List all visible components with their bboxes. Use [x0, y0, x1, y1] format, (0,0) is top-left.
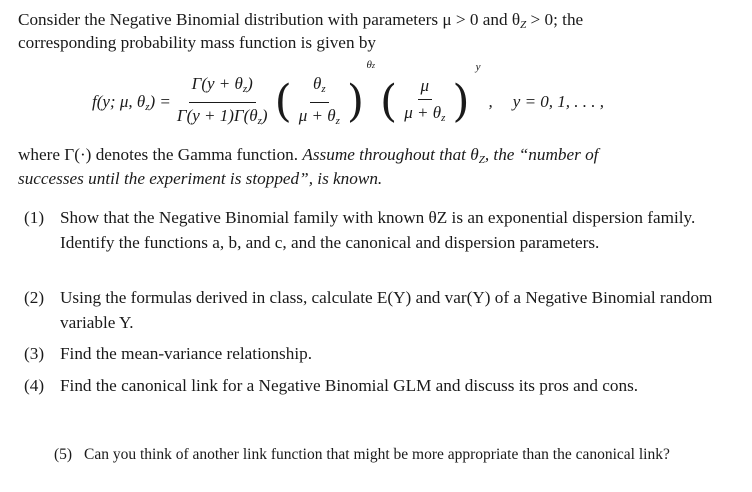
mu-ratio-term: ( $\frac{\mu}{\mu + \theta_z}$ ) y — [380, 61, 481, 127]
document-page: Consider the Negative Binomial distribution with parameters μ > 0 and $\theta_Z > 0$; the corresponding probability mass function is given by f(y; μ, $\theta_z$) = $\frac{\Gamma(y + \theta_z)}{\Gamma(y + 1)\Gamma(\theta_z)}$ ( $\frac{\theta_z}{\mu + \theta_z}$ ) θz ( $\frac{\mu}{\mu + \theta_z}$ ) y , y = 0, 1, . . . , where Γ(·) denotes the Gamma function. Assume throughout that $\theta_Z$, the “number of successes until the experiment is stopped”, is known. (1) Show that the Negative Binomial family with known θZ is an exponential dispersion family. Identify the functions a, b, and c, and the canonical and dispersion parameters. (2) Using the formulas derived in class, calculate E(Y) and var(Y) of a Negative Binomial random variable Y. (3) Find the mean-variance relationship. (4) Find the canonical link for a Negative Binomial GLM and discuss its pros and cons. (5) Can you think of another link function that might be more appropriate than the canonical link? — [18, 10, 713, 463]
theta-ratio-term: ( $\frac{\theta_z}{\mu + \theta_z}$ ) θz — [274, 58, 376, 127]
pmf-formula: f(y; μ, $\theta_z$) = $\frac{\Gamma(y + \theta_z)}{\Gamma(y + 1)\Gamma(\theta_z)}$ ( $\frac{\theta_z}{\mu + \theta_z}$ ) θz ( $\frac{\mu}{\mu + \theta_z}$ ) y , y = 0, 1, . . . , — [92, 70, 604, 134]
support-range: y = 0, 1, . . . , — [512, 92, 605, 111]
after-line-2: successes until the experiment is stopped”, is known. — [18, 169, 383, 188]
intro-line-2: corresponding probability mass function is given by — [18, 33, 377, 52]
formula-lhs: f(y; μ, $\theta_z$) = — [92, 91, 171, 113]
after-line-1: where Γ(·) denotes the Gamma function. Assume throughout that $\theta_Z$, the “number of — [18, 145, 599, 166]
intro-line-1: Consider the Negative Binomial distribution with parameters μ > 0 and $\theta_Z > 0$; the — [18, 10, 584, 31]
gamma-fraction: $\frac{\Gamma(y + \theta_z)}{\Gamma(y + 1)\Gamma(\theta_z)}$ — [176, 73, 268, 127]
